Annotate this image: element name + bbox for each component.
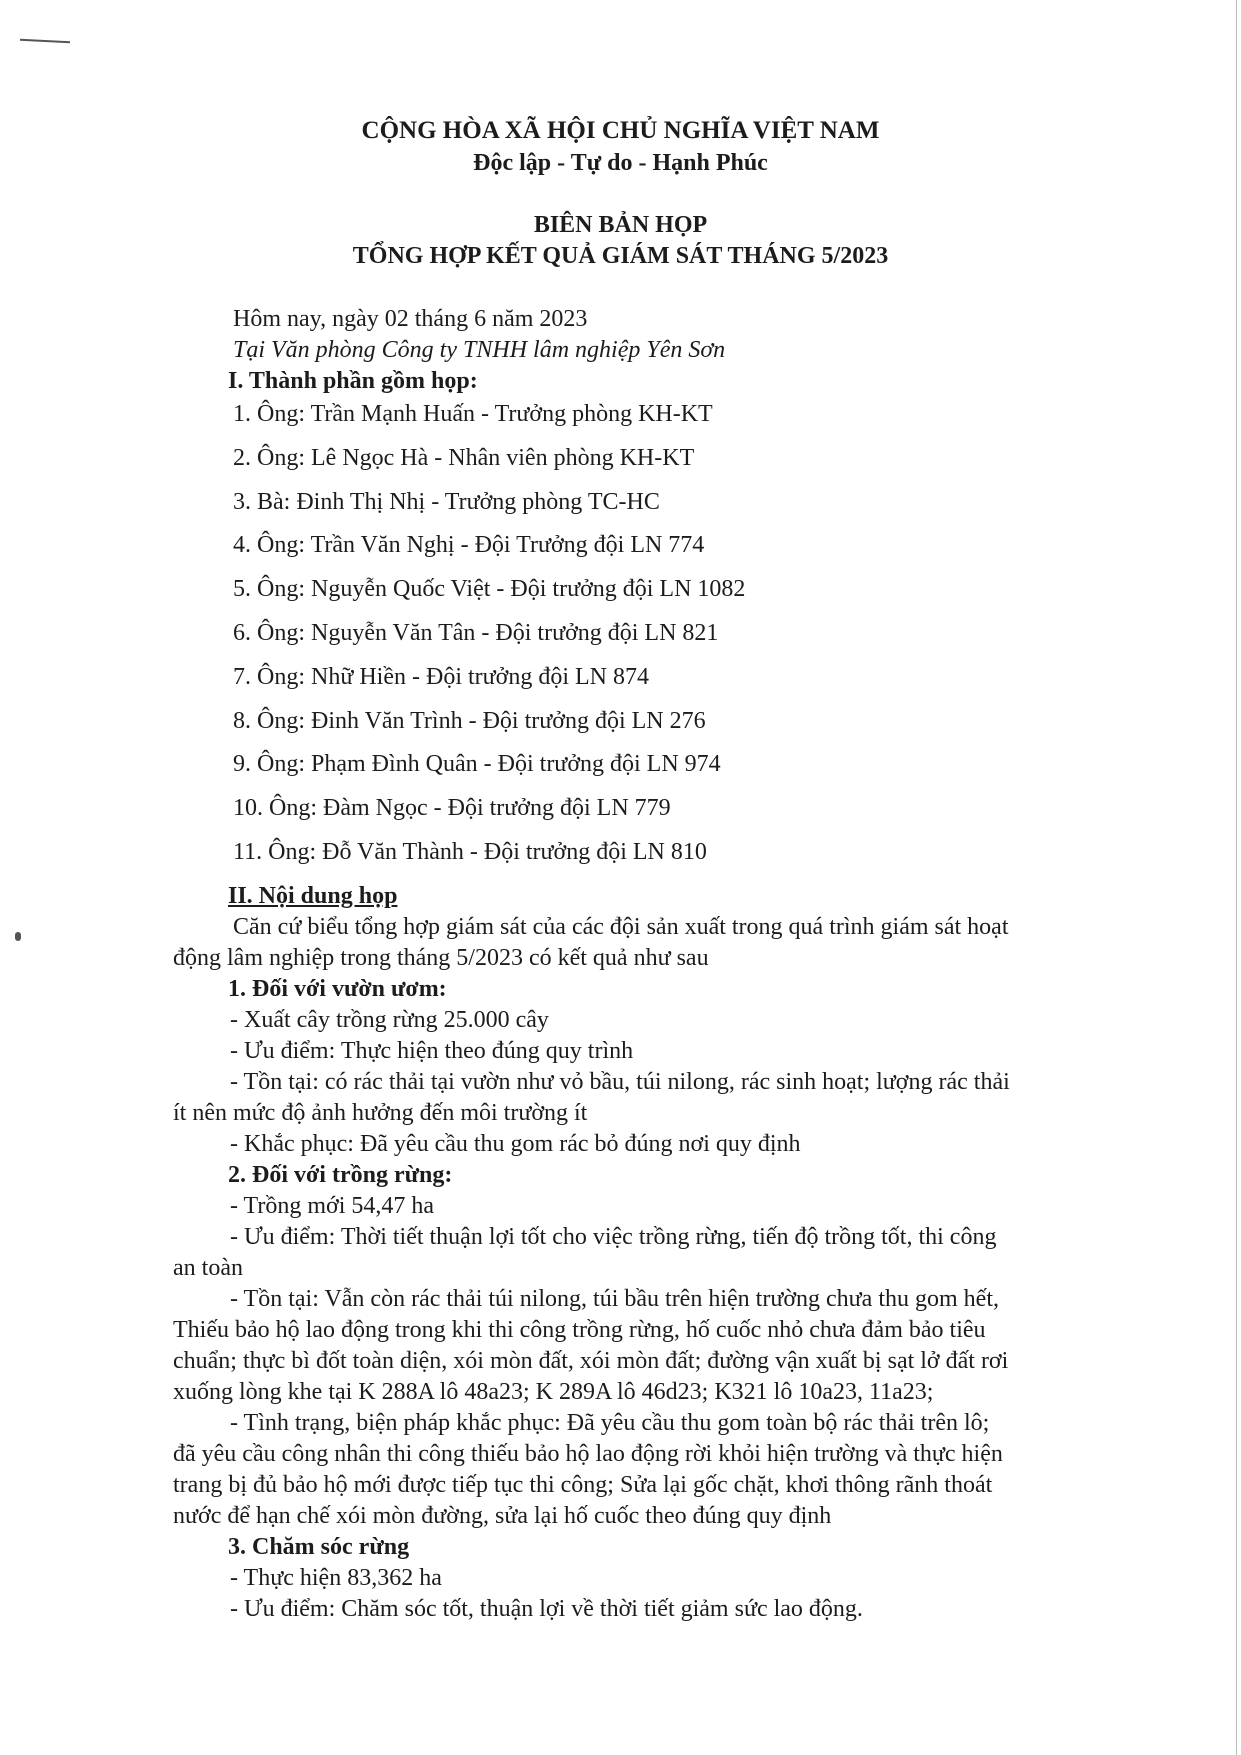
planting-heading: 2. Đối với trồng rừng: [228,1162,453,1188]
member-item: 4. Ông: Trần Văn Nghị - Đội Trưởng đội LN 774 [233,532,705,558]
care-line: - Thực hiện 83,362 ha [230,1565,442,1591]
nursery-heading: 1. Đối với vườn ươm: [228,976,447,1002]
section2-heading: II. Nội dung họp [228,883,398,909]
planting-line: nước để hạn chế xói mòn đường, sửa lại hố cuốc theo đúng quy định [173,1503,832,1529]
country-name: CỘNG HÒA XÃ HỘI CHỦ NGHĨA VIỆT NAM [361,117,880,144]
section2-intro-line: Căn cứ biểu tổng hợp giám sát của các đội sản xuất trong quá trình giám sát hoạt [233,914,1009,940]
scan-mark-top-left [20,39,70,44]
meeting-location: Tại Văn phòng Công ty TNHH lâm nghiệp Yên Sơn [233,337,726,363]
member-item: 10. Ông: Đàm Ngọc - Đội trưởng đội LN 779 [233,795,671,821]
member-item: 11. Ông: Đỗ Văn Thành - Đội trưởng đội LN 810 [233,839,707,865]
member-item: 1. Ông: Trần Mạnh Huấn - Trưởng phòng KH-KT [233,401,713,427]
nursery-line: ít nên mức độ ảnh hưởng đến môi trường ít [173,1100,588,1126]
nursery-line: - Khắc phục: Đã yêu cầu thu gom rác bỏ đúng nơi quy định [230,1131,801,1157]
motto: Độc lập - Tự do - Hạnh Phúc [473,150,768,176]
planting-line: an toàn [173,1255,243,1281]
member-item: 5. Ông: Nguyễn Quốc Việt - Đội trưởng đội LN 1082 [233,576,746,602]
care-heading: 3. Chăm sóc rừng [228,1534,410,1560]
planting-line: Thiếu bảo hộ lao động trong khi thi công trồng rừng, hố cuốc nhỏ chưa đảm bảo tiêu [173,1317,986,1343]
care-line: - Ưu điểm: Chăm sóc tốt, thuận lợi về thời tiết giảm sức lao động. [230,1596,863,1622]
nursery-line: - Xuất cây trồng rừng 25.000 cây [230,1007,549,1033]
member-item: 9. Ông: Phạm Đình Quân - Đội trưởng đội LN 974 [233,751,721,777]
member-item: 2. Ông: Lê Ngọc Hà - Nhân viên phòng KH-KT [233,445,695,471]
scan-mark-left-dot [15,932,21,941]
meeting-date: Hôm nay, ngày 02 tháng 6 năm 2023 [233,306,588,332]
planting-line: trang bị đủ bảo hộ mới được tiếp tục thi công; Sửa lại gốc chặt, khơi thông rãnh thoát [173,1472,993,1498]
planting-line: đã yêu cầu công nhân thi công thiếu bảo hộ lao động rời khỏi hiện trường và thực hiện [173,1441,1003,1467]
planting-line: xuống lòng khe tại K 288A lô 48a23; K 289A lô 46d23; K321 lô 10a23, 11a23; [173,1379,934,1405]
document-title: BIÊN BẢN HỌP [533,212,708,238]
member-item: 3. Bà: Đinh Thị Nhị - Trưởng phòng TC-HC [233,489,660,515]
planting-line: chuẩn; thực bì đốt toàn diện, xói mòn đất, xói mòn đất; đường vận xuất bị sạt lở đất rơi [173,1348,1009,1374]
planting-line: - Trồng mới 54,47 ha [230,1193,435,1219]
planting-line: - Tồn tại: Vẫn còn rác thải túi nilong, túi bầu trên hiện trường chưa thu gom hết, [230,1286,999,1312]
document-subtitle: TỔNG HỢP KẾT QUẢ GIÁM SÁT THÁNG 5/2023 [352,243,889,269]
member-item: 7. Ông: Nhữ Hiền - Đội trưởng đội LN 874 [233,664,650,690]
nursery-line: - Ưu điểm: Thực hiện theo đúng quy trình [230,1038,634,1064]
planting-line: - Tình trạng, biện pháp khắc phục: Đã yêu cầu thu gom toàn bộ rác thải trên lô; [230,1410,990,1436]
member-item: 8. Ông: Đinh Văn Trình - Đội trưởng đội LN 276 [233,708,706,734]
section2-intro-line: động lâm nghiệp trong tháng 5/2023 có kết quả như sau [173,945,709,971]
nursery-line: - Tồn tại: có rác thải tại vườn như vỏ bầu, túi nilong, rác sinh hoạt; lượng rác thải [230,1069,1010,1095]
planting-line: - Ưu điểm: Thời tiết thuận lợi tốt cho việc trồng rừng, tiến độ trồng tốt, thi công [230,1224,997,1250]
section1-heading: I. Thành phần gồm họp: [228,368,478,394]
member-item: 6. Ông: Nguyễn Văn Tân - Đội trưởng đội LN 821 [233,620,719,646]
